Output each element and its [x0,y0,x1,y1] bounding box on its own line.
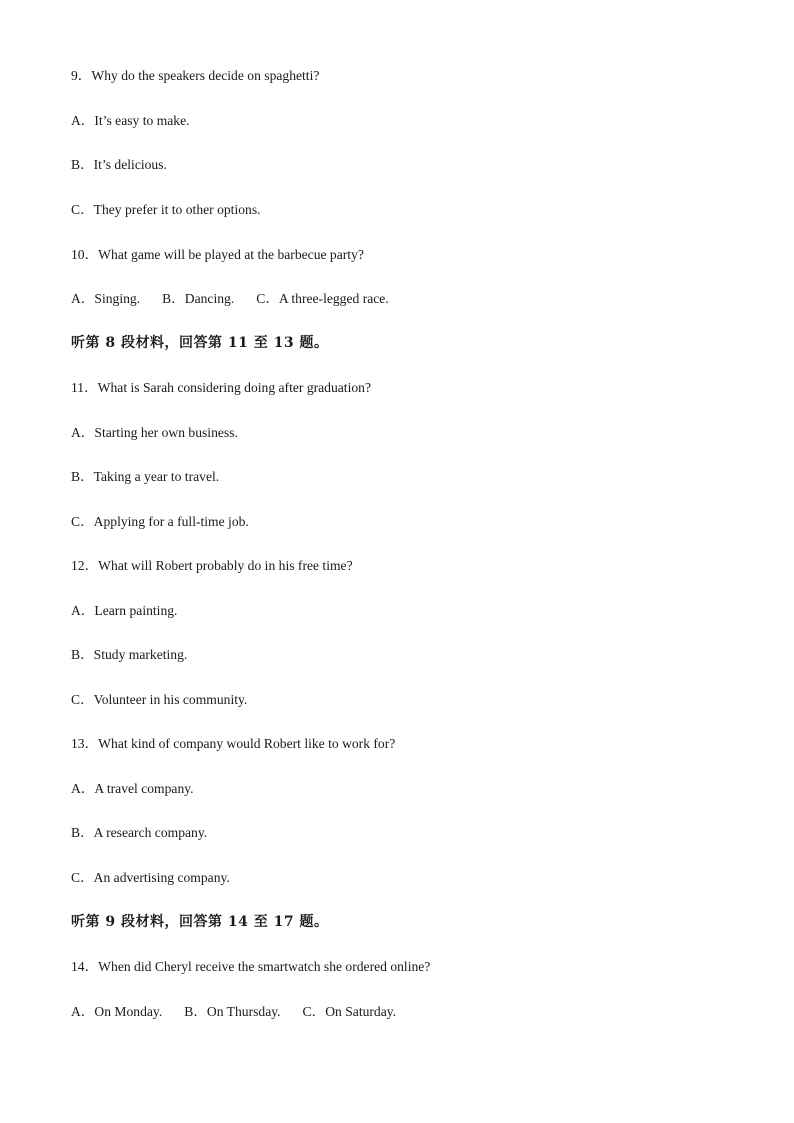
question-12-option-c: C．Volunteer in his community. [71,692,248,707]
question-12-stem: 12．What will Robert probably do in his free time? [71,558,353,573]
question-11-stem: 11．What is Sarah considering doing after graduation? [71,380,371,395]
question-9-option-c: C．They prefer it to other options. [71,202,261,217]
question-14-options [71,1003,396,1021]
question-10-stem: 10．What game will be played at the barbecue party? [71,247,364,262]
question-11-option-b: B．Taking a year to travel. [71,469,220,484]
question-14-option-b: B．On Thursday. [184,1004,281,1019]
question-9-option-a: A．It’s easy to make. [71,113,190,128]
question-14-option-a: A．On Monday. [71,1004,163,1019]
section-8-heading: 听第 8 段材料，回答第 11 至 13 题。 [71,335,329,351]
section-9-heading: 听第 9 段材料，回答第 14 至 17 题。 [71,914,329,930]
question-13-option-c: C．An advertising company. [71,870,230,885]
question-11-option-c: C．Applying for a full-time job. [71,514,249,529]
question-14-option-c: C．On Saturday. [302,1004,397,1019]
question-10-option-a: A．Singing. [71,291,141,306]
question-13-option-a: A．A travel company. [71,781,194,796]
question-12-option-a: A．Learn painting. [71,603,178,618]
question-10-option-c: C．A three-legged race. [256,291,389,306]
question-13-stem: 13．What kind of company would Robert like to work for? [71,736,396,751]
question-14-stem: 14．When did Cheryl receive the smartwatch she ordered online? [71,959,431,974]
question-11-option-a: A．Starting her own business. [71,425,238,440]
question-10-options [71,290,389,308]
question-10-option-b: B．Dancing. [162,291,235,306]
question-12-option-b: B．Study marketing. [71,647,188,662]
question-9-option-b: B．It’s delicious. [71,157,167,172]
question-9-stem: 9．Why do the speakers decide on spaghetti? [71,68,320,83]
question-13-option-b: B．A research company. [71,825,208,840]
